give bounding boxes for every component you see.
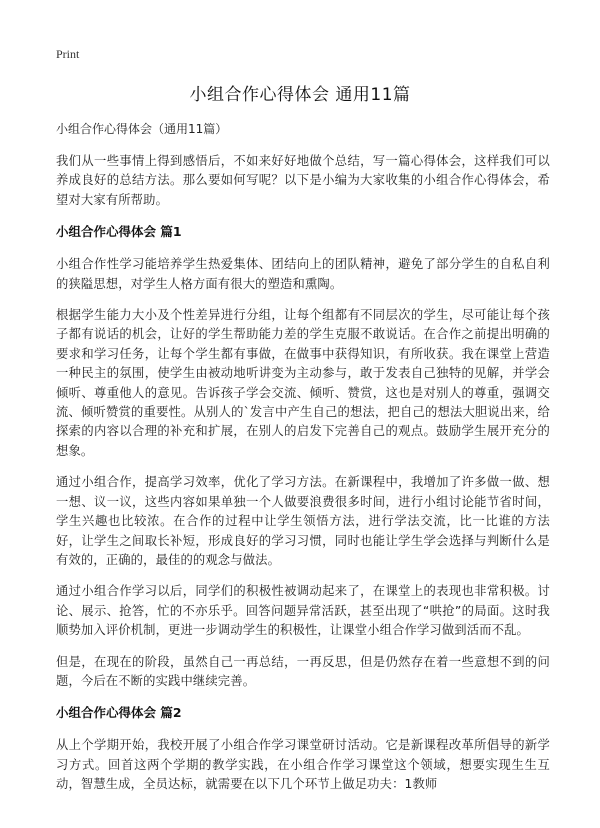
section-heading: 小组合作心得体会 篇2	[56, 705, 182, 721]
page-title: 小组合作心得体会 通用11篇	[189, 85, 411, 105]
article-body	[56, 120, 550, 807]
intro-paragraph: 我们从一些事情上得到感悟后，不如来好好地做个总结，写一篇心得体会，这样我们可以养成良好的总结方法。那么要如何写呢？以下是小编为大家收集的小组合作心得体会，希望对大家有所帮助。	[56, 154, 550, 207]
section-heading: 小组合作心得体会 篇1	[56, 224, 182, 240]
paragraph: 小组合作性学习能培养学生热爱集体、团结向上的团队精神，避免了部分学生的自私自利的狭隘思想，对学生人格方面有很大的塑造和熏陶。	[56, 257, 550, 291]
paragraph: 通过小组合作，提高学习效率，优化了学习方法。在新课程中，我增加了许多做一做、想一想、议一议，这些内容如果单独一个人做要浪费很多时间，进行小组讨论能节省时间，学生兴趣也比较浓。在合作的过程中让学生领悟方法，进行学法交流，比一比谁的方法好，让学生之间取长补短，形成良好的学习习惯，同时也能让学生学会选择与判断什么是有效的，正确的，最佳的的观念与做法。	[56, 475, 550, 567]
print-link[interactable]: Print	[56, 47, 80, 61]
article-subtitle: 小组合作心得体会（通用11篇）	[56, 122, 228, 136]
paragraph: 但是，在现在的阶段，虽然自己一再总结，一再反思，但是仍然存在着一些意想不到的问题，今后在不断的实践中继续完善。	[56, 654, 550, 688]
paragraph: 通过小组合作学习以后，同学们的积极性被调动起来了，在课堂上的表现也非常积极。讨论、展示、抢答，忙的不亦乐乎。回答问题异常活跃，甚至出现了“哄抢”的局面。这时我顺势加入评价机制，更进一步调动学生的积极性，让课堂小组合作学习做到活而不乱。	[56, 584, 550, 638]
paragraph: 从上个学期开始，我校开展了小组合作学习课堂研讨活动。它是新课程改革所倡导的新学习方式。回首这两个学期的教学实践，在小组合作学习课堂这个领域，想要实现生生互动，智慧生成，全员达标，就需要在以下几个环节上做足功夫：1教师	[56, 738, 550, 792]
paragraph: 根据学生能力大小及个性差异进行分组，让每个组都有不同层次的学生，尽可能让每个孩子都有说话的机会，让好的学生帮助能力差的学生克服不敢说话。在合作之前提出明确的要求和学习任务，让每个学生都有事做，在做事中获得知识，有所收获。我在课堂上营造一种民主的氛围，使学生由被动地听讲变为主动参与，敢于发表自己独特的见解，并学会倾听、尊重他人的意见。告诉孩子学会交流、倾听、赞赏，这也是对别人的尊重，强调交流、倾听赞赏的重要性。从别人的`发言中产生自己的想法，把自己的想法大胆说出来，给探索的内容以合理的补充和扩展，在别人的启发下完善自己的观点。鼓励学生展开充分的想象。	[56, 308, 550, 458]
